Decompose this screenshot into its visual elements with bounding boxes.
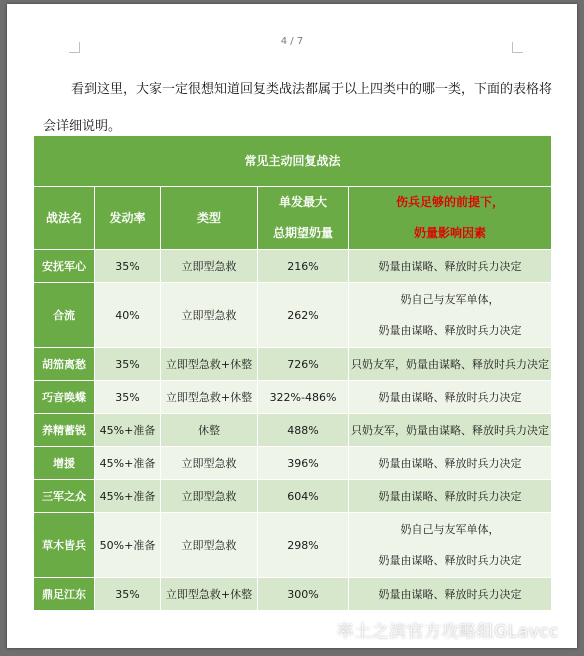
header-type: 类型 xyxy=(161,187,258,250)
intro-paragraph: 看到这里，大家一定很想知道回复类战法都属于以上四类中的哪一类，下面的表格将会详细说明。 xyxy=(43,82,553,134)
tactic-name: 鼎足江东 xyxy=(34,578,95,611)
trigger-rate: 50%+准备 xyxy=(95,513,161,578)
tactic-name: 草木皆兵 xyxy=(34,513,95,578)
heal-factor: 只奶友军，奶量由谋略、释放时兵力决定 xyxy=(349,414,552,447)
trigger-rate: 40% xyxy=(95,283,161,348)
table-row xyxy=(34,348,552,381)
header-rate: 发动率 xyxy=(95,187,161,250)
tactic-type: 立即型急救 xyxy=(161,283,258,348)
tactic-type: 立即型急救+休整 xyxy=(161,348,258,381)
max-heal: 726% xyxy=(258,348,349,381)
trigger-rate: 35% xyxy=(95,348,161,381)
watermark: 率土之滨官方攻略组GLavcc xyxy=(336,622,559,642)
tactic-type: 休整 xyxy=(161,414,258,447)
heal-factor: 奶量由谋略、释放时兵力决定 xyxy=(349,381,552,414)
tactic-name: 三军之众 xyxy=(34,480,95,513)
trigger-rate: 45%+准备 xyxy=(95,447,161,480)
page-number: 4 / 7 xyxy=(280,36,304,47)
tactic-name: 合流 xyxy=(34,283,95,348)
tactic-type: 立即型急救+休整 xyxy=(161,381,258,414)
table-row xyxy=(34,381,552,414)
header-name: 战法名 xyxy=(34,187,95,250)
tactic-type: 立即型急救 xyxy=(161,480,258,513)
max-heal: 300% xyxy=(258,578,349,611)
trigger-rate: 45%+准备 xyxy=(95,414,161,447)
tactic-name: 增援 xyxy=(34,447,95,480)
tactic-type: 立即型急救 xyxy=(161,250,258,283)
table-row xyxy=(34,513,552,578)
table-row xyxy=(34,480,552,513)
healing-tactics-table xyxy=(33,135,552,611)
trigger-rate: 35% xyxy=(95,578,161,611)
trigger-rate: 35% xyxy=(95,381,161,414)
heal-factor: 奶量由谋略、释放时兵力决定 xyxy=(349,578,552,611)
header-factor: 伤兵足够的前提下， 奶量影响因素 xyxy=(349,187,552,250)
max-heal: 604% xyxy=(258,480,349,513)
table-row xyxy=(34,578,552,611)
tactic-name: 巧音唤蝶 xyxy=(34,381,95,414)
heal-factor: 奶自己与友军单体， 奶量由谋略、释放时兵力决定 xyxy=(349,513,552,578)
table-row xyxy=(34,447,552,480)
table-row xyxy=(34,250,552,283)
table-row xyxy=(34,283,552,348)
heal-factor: 奶量由谋略、释放时兵力决定 xyxy=(349,447,552,480)
max-heal: 488% xyxy=(258,414,349,447)
tactic-name: 安抚军心 xyxy=(34,250,95,283)
tactic-name: 养精蓄锐 xyxy=(34,414,95,447)
heal-factor: 奶自己与友军单体， 奶量由谋略、释放时兵力决定 xyxy=(349,283,552,348)
tactic-type: 立即型急救 xyxy=(161,513,258,578)
heal-factor: 奶量由谋略、释放时兵力决定 xyxy=(349,480,552,513)
max-heal: 396% xyxy=(258,447,349,480)
max-heal: 216% xyxy=(258,250,349,283)
table-title: 常见主动回复战法 xyxy=(34,136,552,187)
tactic-type: 立即型急救+休整 xyxy=(161,578,258,611)
document-page xyxy=(7,4,577,648)
heal-factor: 奶量由谋略、释放时兵力决定 xyxy=(349,250,552,283)
max-heal: 298% xyxy=(258,513,349,578)
max-heal: 262% xyxy=(258,283,349,348)
tactic-name: 胡笳离愁 xyxy=(34,348,95,381)
tactic-type: 立即型急救 xyxy=(161,447,258,480)
header-max: 单发最大 总期望奶量 xyxy=(258,187,349,250)
trigger-rate: 45%+准备 xyxy=(95,480,161,513)
table-row xyxy=(34,414,552,447)
max-heal: 322%-486% xyxy=(258,381,349,414)
trigger-rate: 35% xyxy=(95,250,161,283)
heal-factor: 只奶友军，奶量由谋略、释放时兵力决定 xyxy=(349,348,552,381)
